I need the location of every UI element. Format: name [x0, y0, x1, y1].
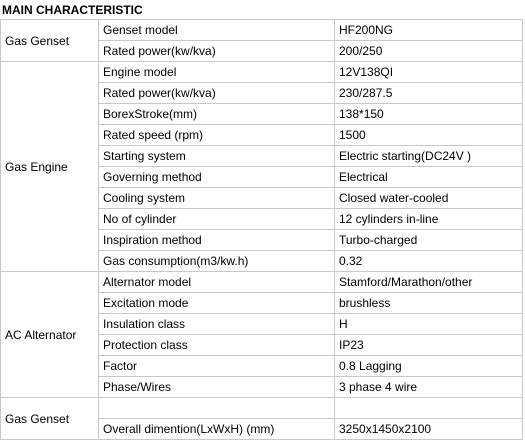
- spec-table-body: [1, 20, 523, 440]
- param-cell: Rated power(kw/kva): [99, 83, 335, 104]
- group-label: Gas Engine: [1, 62, 99, 272]
- table-row: [1, 20, 523, 41]
- value-cell: [335, 398, 523, 419]
- param-cell: Governing method: [99, 167, 335, 188]
- param-cell: Phase/Wires: [99, 377, 335, 398]
- value-cell: Closed water-cooled: [335, 188, 523, 209]
- group-label: Gas Genset: [1, 398, 99, 440]
- table-row: [1, 398, 523, 419]
- page-title: MAIN CHARACTERISTIC: [2, 3, 143, 17]
- value-cell: 200/250: [335, 41, 523, 62]
- value-cell: 230/287.5: [335, 83, 523, 104]
- param-cell: Excitation mode: [99, 293, 335, 314]
- value-cell: 1500: [335, 125, 523, 146]
- value-cell: Electric starting(DC24V ): [335, 146, 523, 167]
- param-cell: BorexStroke(mm): [99, 104, 335, 125]
- value-cell: brushless: [335, 293, 523, 314]
- param-cell: Factor: [99, 356, 335, 377]
- value-cell: 138*150: [335, 104, 523, 125]
- value-cell: HF200NG: [335, 20, 523, 41]
- spec-table: [0, 19, 523, 440]
- param-cell: [99, 398, 335, 419]
- value-cell: H: [335, 314, 523, 335]
- value-cell: 3 phase 4 wire: [335, 377, 523, 398]
- value-cell: 12 cylinders in-line: [335, 209, 523, 230]
- value-cell: 3250x1450x2100: [335, 419, 523, 440]
- value-cell: Electrical: [335, 167, 523, 188]
- group-label: AC Alternator: [1, 272, 99, 398]
- value-cell: IP23: [335, 335, 523, 356]
- value-cell: 12V138QI: [335, 62, 523, 83]
- group-label: Gas Genset: [1, 20, 99, 62]
- param-cell: Gas consumption(m3/kw.h): [99, 251, 335, 272]
- value-cell: 0.32: [335, 251, 523, 272]
- param-cell: Insulation class: [99, 314, 335, 335]
- value-cell: 0.8 Lagging: [335, 356, 523, 377]
- param-cell: Cooling system: [99, 188, 335, 209]
- table-row: [1, 62, 523, 83]
- table-row: [1, 272, 523, 293]
- param-cell: Inspiration method: [99, 230, 335, 251]
- param-cell: Protection class: [99, 335, 335, 356]
- param-cell: Engine model: [99, 62, 335, 83]
- param-cell: No of cylinder: [99, 209, 335, 230]
- value-cell: Stamford/Marathon/other: [335, 272, 523, 293]
- param-cell: Rated power(kw/kva): [99, 41, 335, 62]
- param-cell: Alternator model: [99, 272, 335, 293]
- param-cell: Starting system: [99, 146, 335, 167]
- value-cell: Turbo-charged: [335, 230, 523, 251]
- param-cell: Genset model: [99, 20, 335, 41]
- param-cell: Rated speed (rpm): [99, 125, 335, 146]
- param-cell: Overall dimention(LxWxH) (mm): [99, 419, 335, 440]
